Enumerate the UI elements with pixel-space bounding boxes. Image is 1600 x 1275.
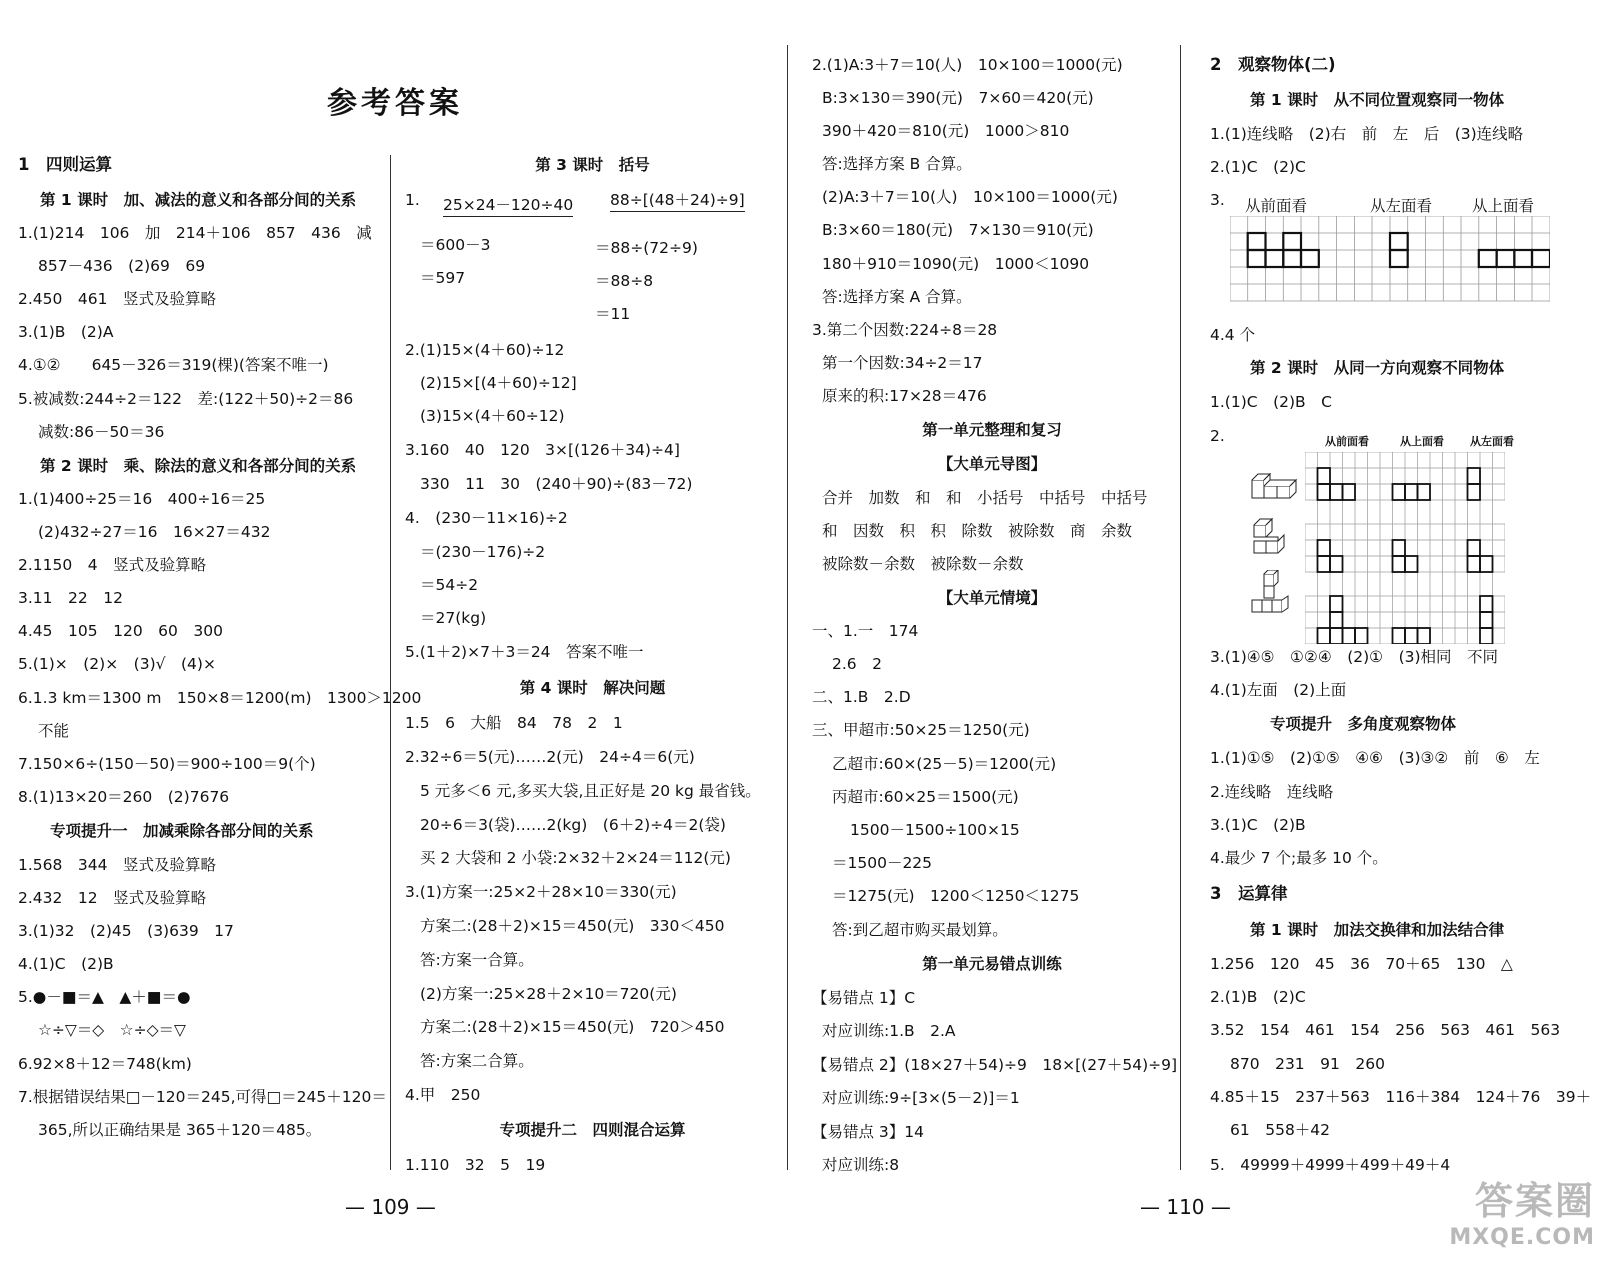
answer-line: ☆÷▽＝◇ ☆÷◇＝▽: [38, 1021, 186, 1039]
lesson-heading: 第 1 课时 加法交换律和加法结合律: [1250, 921, 1505, 939]
answer-line: 1.(1)连线略 (2)右 前 左 后 (3)连线略: [1210, 125, 1524, 143]
calc-step: [610, 190, 745, 210]
answer-line: 4.甲 250: [405, 1086, 481, 1104]
calc-step: [443, 195, 573, 215]
calc-expression: 25×24－120÷40: [443, 196, 573, 217]
answer-line: 1.256 120 45 36 70＋65 130 △: [1210, 955, 1513, 973]
answer-line: 答:方案二合算。: [420, 1052, 534, 1070]
lesson-heading: 第 2 课时 乘、除法的意义和各部分间的关系: [40, 457, 357, 475]
answer-line: 61 558＋42: [1230, 1121, 1331, 1139]
cube-figure-2: [1250, 517, 1290, 557]
answer-line: 【易错点 1】C: [812, 989, 916, 1007]
answer-line: 答:到乙超市购买最划算。: [832, 921, 1008, 939]
answer-line: 3.(1)方案一:25×2＋28×10＝330(元): [405, 883, 677, 901]
answer-line: 5.●－■＝▲ ▲＋■＝●: [18, 988, 191, 1006]
answer-line: 2.(1)C (2)C: [1210, 158, 1306, 176]
section-heading: 1 四则运算: [18, 155, 112, 174]
answer-line: 方案二:(28＋2)×15＝450(元) 330＜450: [420, 917, 725, 935]
view-label: 从左面看: [1370, 197, 1433, 215]
answer-line: 4.①② 645－326＝319(棵)(答案不唯一): [18, 356, 329, 374]
answer-line: (2)方案一:25×28＋2×10＝720(元): [420, 985, 677, 1003]
column-divider: [1180, 45, 1181, 1170]
answer-line: 330 11 30 (240＋90)÷(83－72): [420, 475, 693, 493]
subheading: 【大单元导图】: [937, 455, 1047, 473]
view-label: 从上面看: [1472, 197, 1535, 215]
column-divider: [390, 155, 391, 1170]
watermark-url: MXQE.COM: [1449, 1225, 1595, 1250]
lesson-heading: 专项提升 多角度观察物体: [1270, 715, 1457, 733]
answer-line: ＝27(kg): [420, 609, 487, 627]
answer-line: 5. 49999＋4999＋499＋49＋4: [1210, 1156, 1451, 1174]
answer-line: 5.(1)× (2)× (3)√ (4)×: [18, 655, 216, 673]
answer-line: 第一个因数:34÷2＝17: [822, 354, 983, 372]
lesson-heading: 第一单元易错点训练: [922, 955, 1062, 973]
answer-line: ＝54÷2: [420, 576, 479, 594]
answer-line: 3.: [1210, 191, 1225, 209]
answer-line: 3.160 40 120 3×[(126＋34)÷4]: [405, 441, 680, 459]
subheading: 【大单元情境】: [937, 589, 1047, 607]
calc-expression: 88÷[(48＋24)÷9]: [610, 191, 745, 212]
answer-line: 2.(1)A:3＋7＝10(人) 10×100＝1000(元): [812, 56, 1123, 74]
answer-line: 180＋910＝1090(元) 1000＜1090: [822, 255, 1090, 273]
answer-line: (2)432÷27＝16 16×27＝432: [38, 523, 271, 541]
answer-line: 和 因数 积 积 除数 被除数 商 余数: [822, 522, 1133, 540]
answer-line: 1.(1)①⑤ (2)①⑤ ④⑥ (3)③② 前 ⑥ 左: [1210, 749, 1540, 767]
answer-line: 2.1150 4 竖式及验算略: [18, 556, 207, 574]
answer-line: 870 231 91 260: [1230, 1055, 1385, 1073]
column-divider: [787, 45, 788, 1170]
answer-line: 1.110 32 5 19: [405, 1156, 546, 1174]
answer-line: 4.(1)左面 (2)上面: [1210, 681, 1347, 699]
question-number: 1.: [405, 191, 420, 209]
section-heading: 3 运算律: [1210, 884, 1288, 903]
section-heading: 2 观察物体(二): [1210, 55, 1336, 74]
view-grid-2: [1305, 452, 1505, 644]
answer-line: 2.432 12 竖式及验算略: [18, 889, 207, 907]
answer-line: 4. (230－11×16)÷2: [405, 509, 568, 527]
answer-line: 5.(1＋2)×7＋3＝24 答案不唯一: [405, 643, 644, 661]
answer-line: 1500－1500÷100×15: [850, 821, 1020, 839]
watermark: [1435, 1170, 1595, 1250]
calc-step: ＝11: [595, 305, 631, 323]
answer-line: 6.1.3 km＝1300 m 150×8＝1200(m) 1300＞1200: [18, 689, 422, 707]
answer-line: 5 元多＜6 元,多买大袋,且正好是 20 kg 最省钱。: [420, 782, 761, 800]
cube-figure-1: [1250, 466, 1302, 502]
answer-line: 乙超市:60×(25－5)＝1200(元): [832, 755, 1057, 773]
view-grid-1: [1230, 216, 1550, 302]
answer-line: 不能: [38, 722, 70, 740]
answer-line: 2.连线略 连线略: [1210, 783, 1334, 801]
answer-line: 3.(1)④⑤ ①②④ (2)① (3)相同 不同: [1210, 648, 1499, 666]
cube-figure-3: [1248, 570, 1296, 616]
answer-line: B:3×130＝390(元) 7×60＝420(元): [822, 89, 1094, 107]
answer-line: 丙超市:60×25＝1500(元): [832, 788, 1019, 806]
answer-line: 4.4 个: [1210, 326, 1256, 344]
answer-line: (2)15×[(4＋60)÷12]: [420, 374, 577, 392]
answer-line: 3.(1)C (2)B: [1210, 816, 1306, 834]
answer-line: (3)15×(4＋60÷12): [420, 407, 565, 425]
answer-line: ＝1275(元) 1200＜1250＜1275: [832, 887, 1080, 905]
answer-line: 2.(1)B (2)C: [1210, 988, 1306, 1006]
lesson-heading: 第 1 课时 从不同位置观察同一物体: [1250, 91, 1505, 109]
answer-line: 3.第二个因数:224÷8＝28: [812, 321, 998, 339]
answer-line: 3.11 22 12: [18, 589, 123, 607]
answer-line: 二、1.B 2.D: [812, 688, 911, 706]
answer-line: 2.: [1210, 427, 1225, 445]
watermark-logo-text: 答案圈: [1474, 1179, 1595, 1223]
answer-line: 1.(1)C (2)B C: [1210, 393, 1332, 411]
answer-line: 减数:86－50＝36: [38, 423, 165, 441]
answer-line: 3.(1)32 (2)45 (3)639 17: [18, 922, 234, 940]
answer-line: 1.568 344 竖式及验算略: [18, 856, 216, 874]
lesson-heading: 第 3 课时 括号: [535, 156, 650, 174]
answer-line: (2)A:3＋7＝10(人) 10×100＝1000(元): [822, 188, 1118, 206]
answer-line: 7.根据错误结果□－120＝245,可得□＝245＋120＝: [18, 1088, 387, 1106]
answer-line: 2.450 461 竖式及验算略: [18, 290, 216, 308]
lesson-heading: 第一单元整理和复习: [922, 421, 1062, 439]
answer-line: 4.45 105 120 60 300: [18, 622, 223, 640]
answer-line: 一、1.一 174: [812, 622, 919, 640]
lesson-heading: 第 2 课时 从同一方向观察不同物体: [1250, 359, 1505, 377]
answer-line: 1.(1)214 106 加 214＋106 857 436 减: [18, 224, 372, 242]
answer-line: 365,所以正确结果是 365＋120＝485。: [38, 1121, 322, 1139]
lesson-heading: 专项提升二 四则混合运算: [499, 1121, 686, 1139]
answer-line: 答:选择方案 B 合算。: [822, 155, 972, 173]
answer-line: 390＋420＝810(元) 1000＞810: [822, 122, 1070, 140]
answer-line: 对应训练:9÷[3×(5－2)]＝1: [822, 1089, 1020, 1107]
answer-line: 3.52 154 461 154 256 563 461 563: [1210, 1021, 1561, 1039]
answer-line: 2.(1)15×(4＋60)÷12: [405, 341, 565, 359]
answer-line: 合并 加数 和 和 小括号 中括号 中括号: [822, 489, 1148, 507]
answer-line: 对应训练:8: [822, 1156, 900, 1174]
answer-line: 答:选择方案 A 合算。: [822, 288, 972, 306]
answer-line: 5.被减数:244÷2＝122 差:(122＋50)÷2＝86: [18, 390, 354, 408]
answer-line: ＝1500－225: [832, 854, 933, 872]
answer-line: 2.32÷6＝5(元)……2(元) 24÷4＝6(元): [405, 748, 695, 766]
view-label: 从上面看: [1400, 435, 1444, 448]
answer-line: 被除数－余数 被除数－余数: [822, 555, 1024, 573]
view-label: 从左面看: [1470, 435, 1514, 448]
lesson-heading: 第 4 课时 解决问题: [519, 679, 666, 697]
answer-line: B:3×60＝180(元) 7×130＝910(元): [822, 221, 1094, 239]
calc-step: ＝600－3: [420, 236, 491, 254]
answer-line: 对应训练:1.B 2.A: [822, 1022, 956, 1040]
answer-line: 3.(1)B (2)A: [18, 323, 114, 341]
answer-line: 三、甲超市:50×25＝1250(元): [812, 721, 1030, 739]
lesson-heading: 专项提升一 加减乘除各部分间的关系: [50, 822, 314, 840]
answer-line: 1.(1)400÷25＝16 400÷16＝25: [18, 490, 266, 508]
answer-line: 8.(1)13×20＝260 (2)7676: [18, 788, 230, 806]
answer-line: 【易错点 2】(18×27＋54)÷9 18×[(27＋54)÷9]: [812, 1056, 1178, 1074]
answer-line: 857－436 (2)69 69: [38, 257, 206, 275]
answer-line: 6.92×8＋12＝748(km): [18, 1055, 192, 1073]
answer-line: 4.最少 7 个;最多 10 个。: [1210, 849, 1388, 867]
answer-line: 2.6 2: [832, 655, 883, 673]
lesson-heading: 第 1 课时 加、减法的意义和各部分间的关系: [40, 191, 357, 209]
answer-line: 7.150×6÷(150－50)＝900÷100＝9(个): [18, 755, 316, 773]
calc-step: ＝88÷(72÷9): [595, 239, 698, 257]
answer-line: 4.(1)C (2)B: [18, 955, 114, 973]
answer-line: ＝(230－176)÷2: [420, 543, 546, 561]
view-label: 从前面看: [1245, 197, 1308, 215]
answer-line: 原来的积:17×28＝476: [822, 387, 987, 405]
answer-line: 1.5 6 大船 84 78 2 1: [405, 714, 623, 732]
view-label: 从前面看: [1325, 435, 1369, 448]
page-number-left: — 109 —: [345, 1195, 436, 1219]
answer-line: 方案二:(28＋2)×15＝450(元) 720＞450: [420, 1018, 725, 1036]
answer-line: 买 2 大袋和 2 小袋:2×32＋2×24＝112(元): [420, 849, 731, 867]
calc-step: ＝597: [420, 269, 466, 287]
calc-step: ＝88÷8: [595, 272, 654, 290]
answer-line: 【易错点 3】14: [812, 1123, 925, 1141]
page-title: 参考答案: [327, 86, 463, 121]
answer-line: 20÷6＝3(袋)……2(kg) (6＋2)÷4＝2(袋): [420, 816, 726, 834]
page-number-right: — 110 —: [1140, 1195, 1231, 1219]
answer-line: 4.85＋15 237＋563 116＋384 124＋76 39＋: [1210, 1088, 1592, 1106]
answer-line: 答:方案一合算。: [420, 951, 534, 969]
